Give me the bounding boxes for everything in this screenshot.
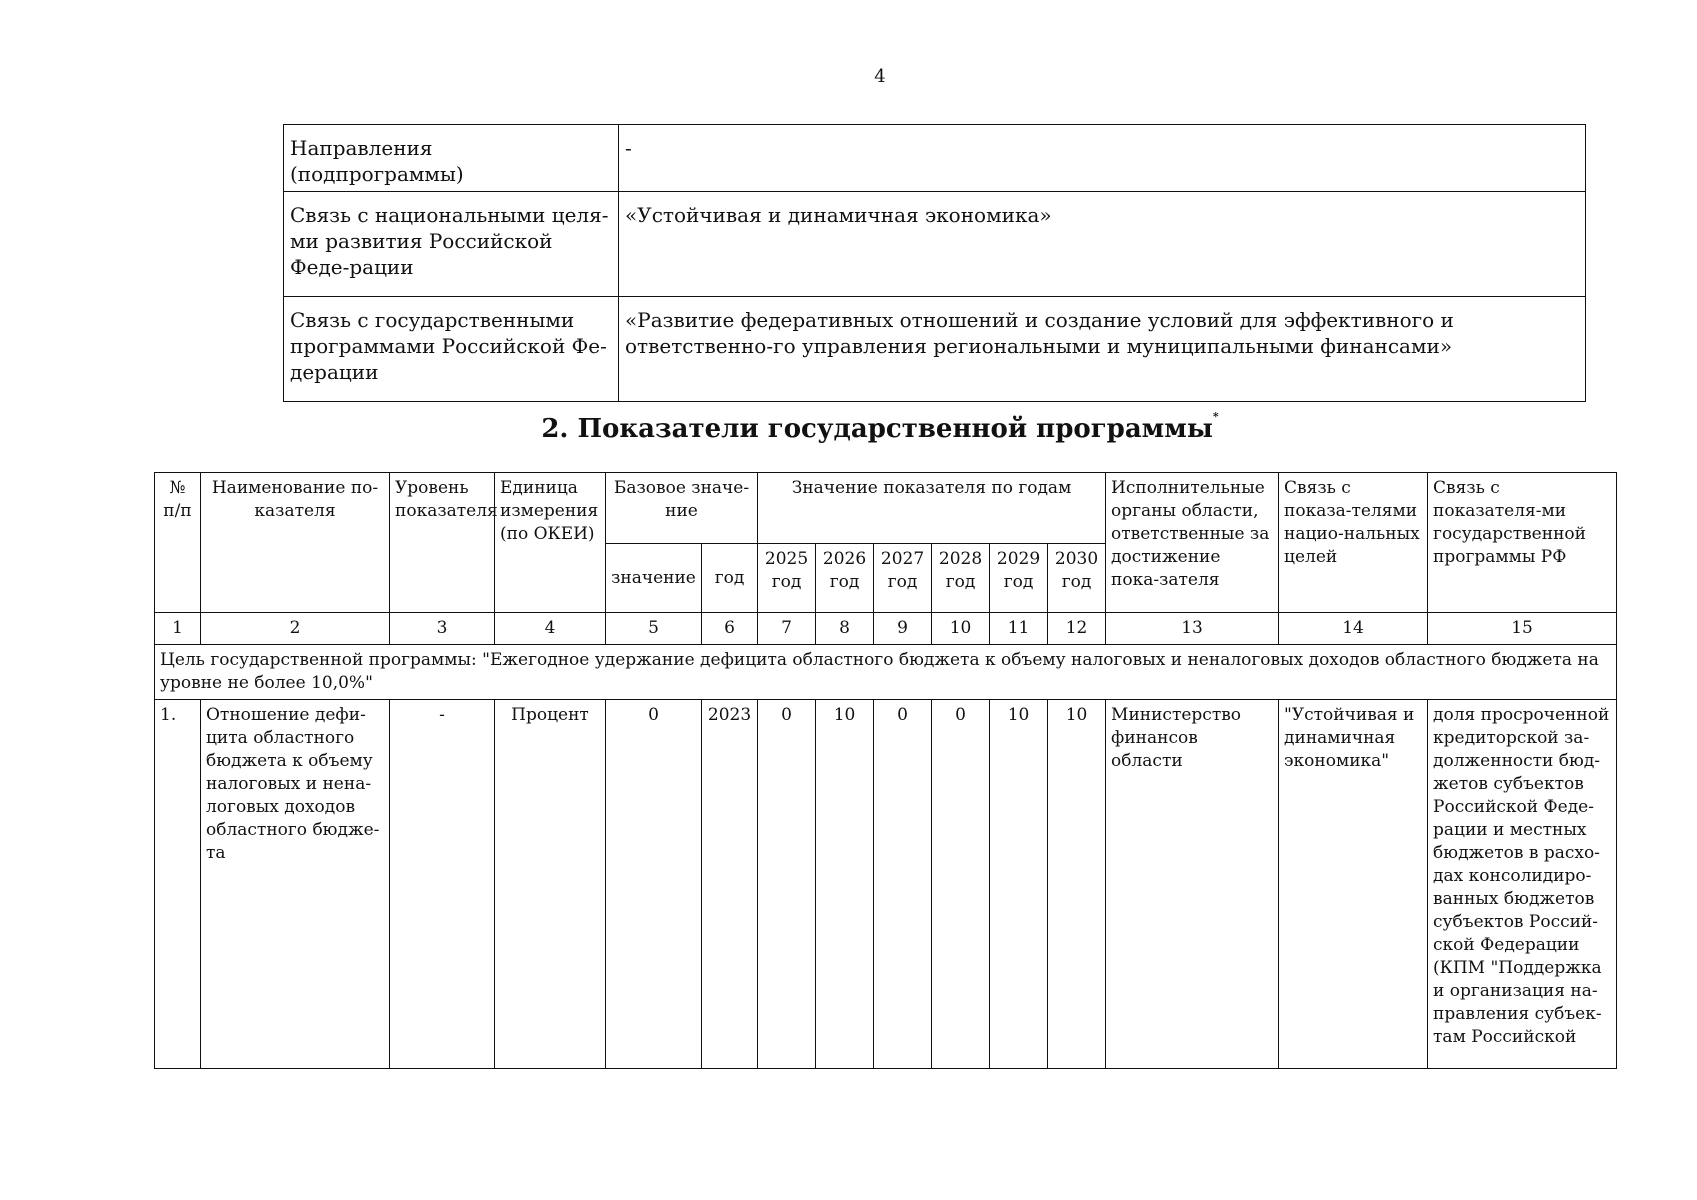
header-name: Наименование по-казателя [201,473,390,613]
column-number: 3 [390,613,495,645]
passport-label: Связь с национальными целя-ми развития Российской Феде-рации [284,192,619,297]
header-years-group: Значение показателя по годам [758,473,1106,544]
year-value: 0 [874,700,932,1069]
indicator-level: - [390,700,495,1069]
national-goal-link: "Устойчивая и динамичная экономика" [1279,700,1428,1069]
header-year: 2030 год [1048,544,1106,613]
year-value: 10 [816,700,874,1069]
passport-label: Связь с государственными программами Российской Фе-дерации [284,297,619,402]
section-title-text: 2. Показатели государственной программы [541,414,1213,444]
header-year: 2029 год [990,544,1048,613]
column-number: 4 [495,613,606,645]
header-base-value: значение [606,544,702,613]
row-num: 1. [155,700,201,1069]
year-value: 0 [932,700,990,1069]
passport-row [284,192,1586,297]
column-number: 2 [201,613,390,645]
column-number: 13 [1106,613,1279,645]
base-year: 2023 [702,700,758,1069]
passport-row [284,297,1586,402]
column-numbers-row [155,613,1617,645]
program-goal: Цель государственной программы: "Ежегодное удержание дефицита областного бюджета к объему налоговых и неналоговых доходов областного бюджета на уровне не более 10,0%" [155,645,1617,700]
page-number: 4 [874,66,886,87]
state-program-link: доля просроченной кредиторской за-долженности бюд-жетов субъектов Российской Феде-рации и местных бюджетов в расхо-дах консолидиро-ванных бюджетов субъектов Россий-ской Федерации (КПМ "Поддержка и организация на-правления субъек-там Российской [1428,700,1617,1069]
year-value: 10 [1048,700,1106,1069]
header-base: Базовое значе-ние [606,473,758,544]
column-number: 5 [606,613,702,645]
passport-value: «Устойчивая и динамичная экономика» [619,192,1586,297]
base-value: 0 [606,700,702,1069]
passport-value: «Развитие федеративных отношений и создание условий для эффективного и ответственно-го управления региональными и муниципальными финансами» [619,297,1586,402]
header-unit: Единица измерения (по ОКЕИ) [495,473,606,613]
year-value: 10 [990,700,1048,1069]
header-row [155,473,1617,544]
header-year: 2025 год [758,544,816,613]
section-title [0,410,1697,444]
header-year: 2026 год [816,544,874,613]
column-number: 7 [758,613,816,645]
header-year: 2028 год [932,544,990,613]
column-number: 8 [816,613,874,645]
column-number: 12 [1048,613,1106,645]
passport-value: - [619,125,1586,192]
column-number: 11 [990,613,1048,645]
column-number: 14 [1279,613,1428,645]
column-number: 9 [874,613,932,645]
goal-row [155,645,1617,700]
column-number: 10 [932,613,990,645]
year-value: 0 [758,700,816,1069]
column-number: 15 [1428,613,1617,645]
table-row [155,700,1617,1069]
passport-row [284,125,1586,192]
indicator-name: Отношение дефи-цита областного бюджета к объему налоговых и нена-логовых доходов областного бюдже-та [201,700,390,1069]
header-executors: Исполнительные органы области, ответственные за достижение пока-зателя [1106,473,1279,613]
indicator-unit: Процент [495,700,606,1069]
passport-label: Направления (подпрограммы) [284,125,619,192]
header-level: Уровень показателя [390,473,495,613]
header-num: № п/п [155,473,201,613]
header-national-goals: Связь с показа-телями нацио-нальных целей [1279,473,1428,613]
header-state-program: Связь с показателя-ми государственной программы РФ [1428,473,1617,613]
header-base-year: год [702,544,758,613]
footnote-mark: * [1212,410,1219,423]
column-number: 6 [702,613,758,645]
header-year: 2027 год [874,544,932,613]
passport-table [283,124,1586,402]
indicators-table [154,472,1617,1069]
column-number: 1 [155,613,201,645]
executor: Министерство финансов области [1106,700,1279,1069]
